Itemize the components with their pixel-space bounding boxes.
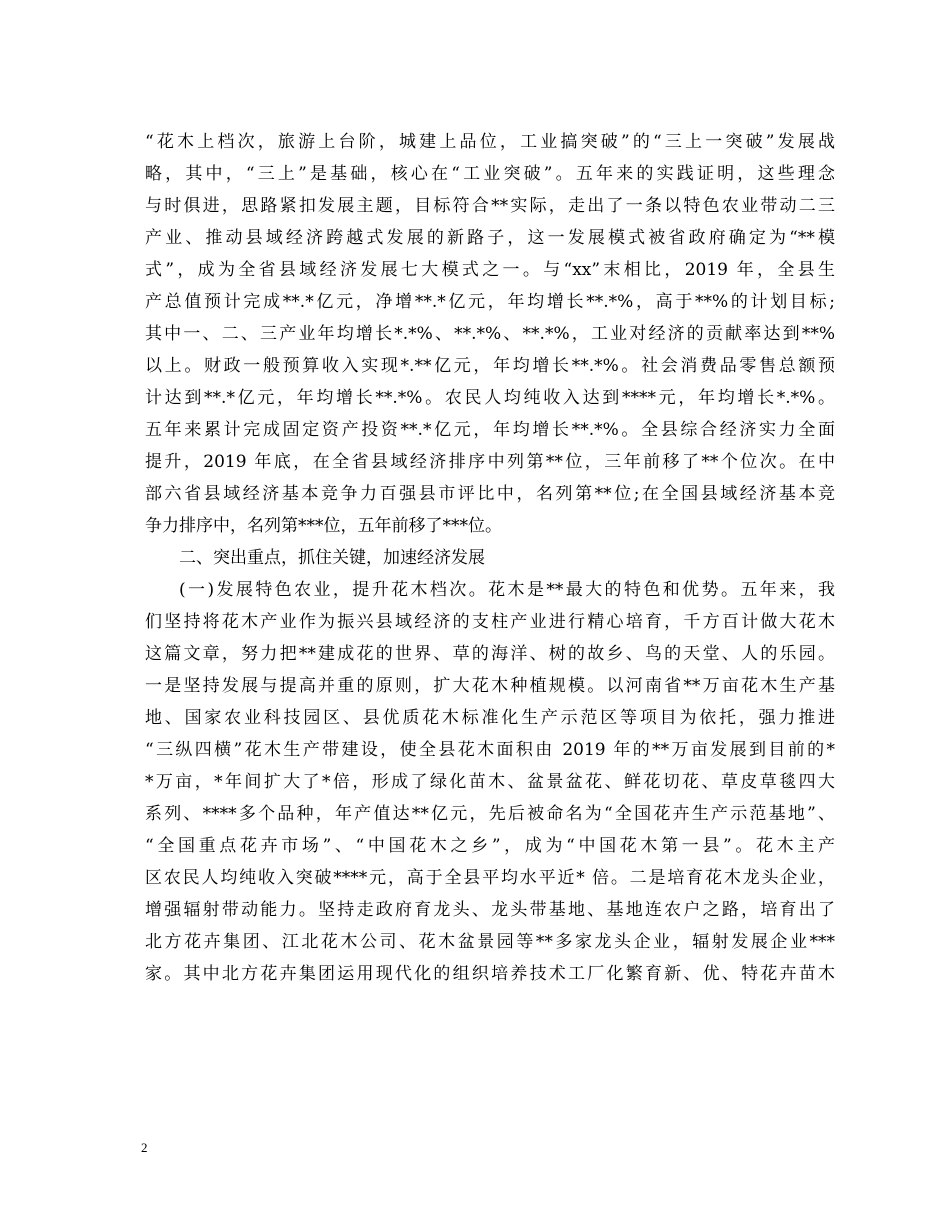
text-line: 们坚持将花木产业作为振兴县域经济的支柱产业进行精心培育，千方百计做大花木 [145, 612, 835, 632]
text-line: 其中一、二、三产业年均增长*.*%、**.*%、**.*%，工业对经济的贡献率达到**% [145, 324, 835, 344]
page-number: 2 [141, 1140, 148, 1155]
text-line: *万亩，*年间扩大了*倍，形成了绿化苗木、盆景盆花、鲜花切花、草皮草毯四大 [145, 772, 835, 792]
text-line: 式”，成为全省县域经济发展七大模式之一。与“xx”末相比，2019 年，全县生 [145, 260, 835, 280]
text-line: 北方花卉集团、江北花木公司、花木盆景园等**多家龙头企业，辐射发展企业*** [145, 932, 835, 952]
text-line: 产业、推动县域经济跨越式发展的新路子，这一发展模式被省政府确定为“**模 [145, 228, 835, 248]
text-line: 五年来累计完成固定资产投资**.*亿元，年均增长**.*%。全县综合经济实力全面 [145, 420, 835, 440]
text-line: 提升，2019 年底，在全省县域经济排序中列第**位，三年前移了**个位次。在中 [145, 452, 835, 472]
text-line: 以上。财政一般预算收入实现*.**亿元，年均增长**.*%。社会消费品零售总额预 [145, 356, 835, 376]
text-line: 产总值预计完成**.*亿元，净增**.*亿元，年均增长**.*%，高于**%的计划目标; [145, 292, 835, 312]
text-line: 计达到**.*亿元，年均增长**.*%。农民人均纯收入达到****元，年均增长*.*%。 [145, 388, 835, 408]
text-line: 略，其中，“三上”是基础，核心在“工业突破”。五年来的实践证明，这些理念 [145, 164, 835, 184]
text-line: “花木上档次，旅游上台阶，城建上品位，工业搞突破”的“三上一突破”发展战 [145, 132, 835, 152]
text-line: (一)发展特色农业，提升花木档次。花木是**最大的特色和优势。五年来，我 [179, 580, 835, 600]
section-heading: 二、突出重点，抓住关键，加速经济发展 [179, 548, 485, 568]
text-line: 一是坚持发展与提高并重的原则，扩大花木种植规模。以河南省**万亩花木生产基 [145, 676, 835, 696]
text-line: 系列、****多个品种，年产值达**亿元，先后被命名为“全国花卉生产示范基地”、 [145, 804, 835, 824]
text-line: 部六省县域经济基本竞争力百强县市评比中，名列第**位;在全国县域经济基本竞 [145, 484, 835, 504]
text-line: 区农民人均纯收入突破****元，高于全县平均水平近* 倍。二是培育花木龙头企业， [145, 868, 835, 888]
text-line: 增强辐射带动能力。坚持走政府育龙头、龙头带基地、基地连农户之路，培育出了 [145, 900, 835, 920]
text-line: “三纵四横”花木生产带建设，使全县花木面积由 2019 年的**万亩发展到目前的* [145, 740, 835, 760]
text-line: “全国重点花卉市场”、“中国花木之乡”，成为“中国花木第一县”。花木主产 [145, 836, 835, 856]
text-line: 地、国家农业科技园区、县优质花木标准化生产示范区等项目为依托，强力推进 [145, 708, 835, 728]
text-line: 争力排序中，名列第***位，五年前移了***位。 [145, 516, 502, 536]
text-line: 与时俱进，思路紧扣发展主题，目标符合**实际，走出了一条以特色农业带动二三 [145, 196, 835, 216]
text-line: 家。其中北方花卉集团运用现代化的组织培养技术工厂化繁育新、优、特花卉苗木 [145, 964, 835, 984]
text-line: 这篇文章，努力把**建成花的世界、草的海洋、树的故乡、鸟的天堂、人的乐园。 [145, 644, 835, 664]
